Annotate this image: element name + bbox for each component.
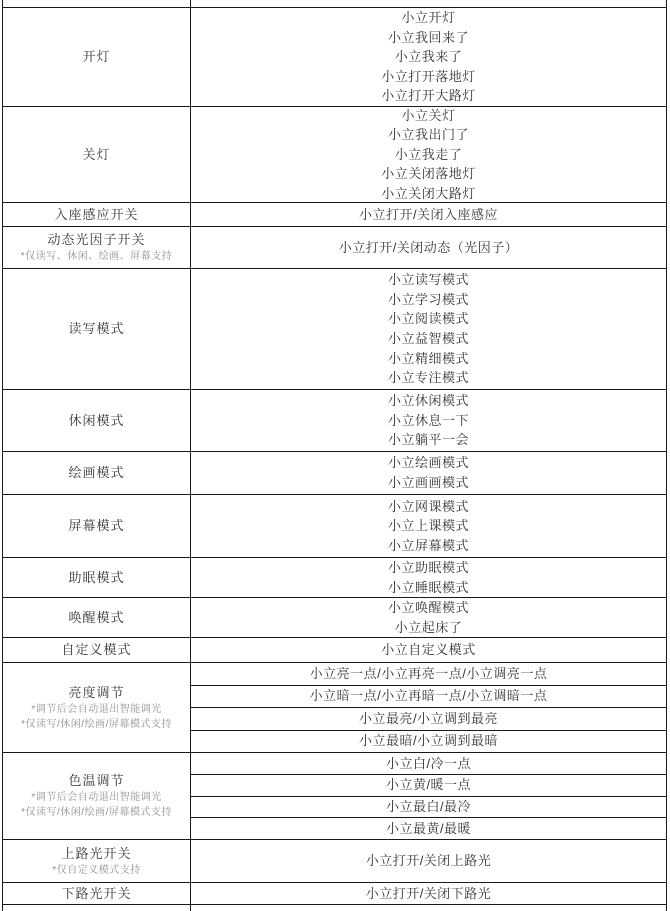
command-text: 小立打开/关闭动态（光因子） — [338, 239, 519, 255]
command-subcell — [191, 663, 666, 686]
row-label-cell — [3, 390, 191, 451]
command-text: 小立休息一下 — [387, 412, 469, 428]
command-text: 小立自定义模式 — [381, 642, 476, 658]
row-label-cell — [3, 452, 191, 494]
command-text: 小立我出门了 — [387, 127, 469, 143]
table-row-dynamic-light-factor — [3, 227, 666, 269]
command-text: 小立黄/暖一点 — [385, 777, 472, 793]
command-text: 小立起床了 — [394, 619, 463, 635]
command-text: 小立关灯 — [401, 107, 456, 123]
row-commands-cell — [191, 495, 666, 557]
command-text: 小立暗一点/小立再暗一点/小立调暗一点 — [309, 688, 548, 704]
command-text: 小立绘画模式 — [387, 455, 469, 471]
command-subcell — [191, 731, 666, 753]
row-label-cell — [3, 905, 191, 911]
command-text: 小立网课模式 — [387, 498, 469, 514]
row-commands-cell — [191, 558, 666, 597]
command-text: 小立关闭落地灯 — [381, 166, 476, 182]
row-label-cell — [3, 753, 191, 839]
command-text: 小立关闭大路灯 — [381, 185, 476, 201]
row-label: 动态光因子开关 — [47, 232, 146, 247]
command-text: 小立最暗/小立调到最暗 — [358, 733, 499, 749]
row-label-cell — [3, 107, 191, 202]
row-label: 绘画模式 — [68, 465, 125, 480]
table-row-seat-sensor — [3, 203, 666, 227]
row-label: 休闲模式 — [68, 412, 125, 428]
command-subcell — [191, 686, 666, 709]
command-text: 小立打开/关闭上路光 — [365, 853, 492, 869]
row-commands-cell — [191, 598, 666, 637]
command-text: 小立打开落地灯 — [381, 68, 476, 84]
row-label: 屏幕模式 — [68, 518, 125, 533]
table-row-light-off — [3, 107, 666, 203]
command-text: 小立学习模式 — [387, 291, 469, 307]
table-row-upper-light-switch — [3, 840, 666, 883]
command-text: 小立唤醒模式 — [387, 599, 469, 615]
row-label-cell — [3, 203, 191, 226]
row-label-cell — [3, 638, 191, 662]
command-text: 小立益智模式 — [387, 331, 469, 346]
table-row-lower-light-switch — [3, 883, 666, 905]
command-text: 小立最白/最冷 — [385, 799, 472, 815]
row-note: *仅自定义模式支持 — [52, 864, 141, 876]
command-text: 小立屏幕模式 — [387, 537, 469, 553]
row-label: 开灯 — [82, 49, 111, 64]
table-row-reading-mode — [3, 269, 666, 390]
row-label-cell — [3, 0, 191, 7]
table-row-sleep-aid-mode — [3, 558, 666, 598]
table-row-painting-mode — [3, 452, 666, 495]
command-subcell — [191, 753, 666, 775]
row-label: 入座感应开关 — [54, 206, 139, 222]
command-text: 小立我走了 — [394, 146, 463, 162]
table-row-screen-mode — [3, 495, 666, 558]
command-text: 小立打开/关闭下路光 — [365, 885, 492, 901]
row-commands-cell — [191, 905, 666, 911]
row-label-cell — [3, 558, 191, 597]
table-row-color-temp-adjust — [3, 753, 666, 840]
row-commands-cell — [191, 0, 666, 7]
command-subcell — [191, 708, 666, 731]
command-text: 小立阅读模式 — [387, 311, 469, 327]
command-text: 小立躺平一会 — [387, 432, 469, 448]
command-text: 小立白/冷一点 — [385, 755, 472, 771]
table-row-partial-bottom — [3, 905, 666, 911]
table-row-partial-top — [3, 0, 666, 8]
row-commands-cell — [191, 8, 666, 106]
command-text: 小立最亮/小立调到最亮 — [358, 710, 499, 726]
row-commands-cell — [191, 452, 666, 494]
command-text: 小立开灯 — [401, 10, 456, 26]
row-label-cell — [3, 227, 191, 268]
command-text: 小立打开大路灯 — [381, 88, 476, 104]
row-note: *仅读写/休闲/绘画/屏幕模式支持 — [21, 718, 172, 730]
row-label: 上路光开关 — [61, 845, 132, 861]
row-commands-cell — [191, 107, 666, 202]
row-label-cell — [3, 840, 191, 882]
row-label-cell — [3, 8, 191, 106]
row-commands-cell — [191, 883, 666, 904]
row-commands-cell — [191, 753, 666, 839]
command-text: 小立最黄/最暖 — [385, 820, 472, 836]
table-row-custom-mode — [3, 638, 666, 663]
row-note: *仅读写/休闲/绘画/屏幕模式支持 — [21, 807, 172, 818]
row-label-cell — [3, 269, 191, 389]
row-label-cell — [3, 598, 191, 637]
command-text: 小立休闲模式 — [387, 393, 469, 409]
command-text: 小立画画模式 — [387, 475, 469, 490]
row-commands-cell — [191, 203, 666, 226]
row-label: 关灯 — [82, 146, 111, 162]
command-subcell — [191, 797, 666, 819]
table-row-brightness-adjust — [3, 663, 666, 753]
row-label: 读写模式 — [68, 321, 125, 336]
row-commands-cell — [191, 227, 666, 268]
row-commands-cell — [191, 663, 666, 752]
row-label: 唤醒模式 — [68, 609, 125, 625]
table-row-light-on — [3, 8, 666, 107]
row-label: 助眠模式 — [68, 569, 125, 585]
command-text: 小立专注模式 — [387, 370, 469, 386]
command-subcell — [191, 818, 666, 839]
command-text: 小立我回来了 — [387, 29, 469, 45]
row-commands-cell — [191, 269, 666, 389]
command-text: 小立上课模式 — [387, 518, 469, 534]
row-note: *仅读写、休闲、绘画、屏幕支持 — [20, 251, 173, 262]
command-text: 小立读写模式 — [387, 272, 469, 288]
command-text: 小立助眠模式 — [387, 559, 469, 575]
row-label-cell — [3, 663, 191, 752]
command-text: 小立亮一点/小立再亮一点/小立调亮一点 — [309, 665, 548, 681]
table-row-leisure-mode — [3, 390, 666, 452]
voice-command-table — [2, 0, 667, 911]
row-commands-cell — [191, 840, 666, 882]
command-text: 小立我来了 — [394, 49, 463, 65]
command-text: 小立打开/关闭入座感应 — [358, 206, 499, 222]
table-row-wake-mode — [3, 598, 666, 638]
row-label-cell — [3, 495, 191, 557]
row-label: 自定义模式 — [61, 642, 132, 657]
row-label: 色温调节 — [68, 773, 125, 788]
row-note: *调节后会自动退出智能调光 — [31, 703, 162, 715]
row-label-cell — [3, 883, 191, 904]
row-label: 亮度调节 — [68, 684, 125, 700]
command-text: 小立精细模式 — [387, 350, 469, 366]
command-text: 小立睡眠模式 — [387, 579, 469, 595]
row-commands-cell — [191, 390, 666, 451]
row-note: *调节后会自动退出智能调光 — [31, 792, 162, 803]
row-label: 下路光开关 — [61, 885, 132, 901]
command-subcell — [191, 775, 666, 797]
row-commands-cell — [191, 638, 666, 662]
